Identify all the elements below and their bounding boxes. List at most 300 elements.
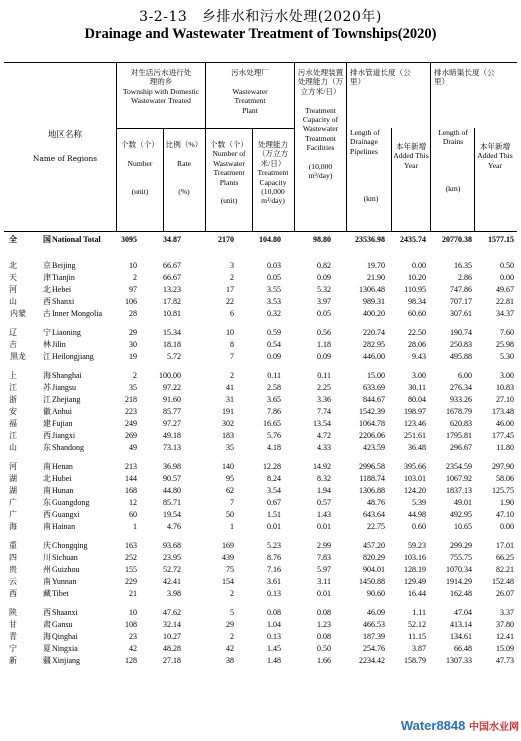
table-cell: 0.01 <box>317 522 331 531</box>
table-cell: 0.13 <box>267 589 281 598</box>
table-cell: 110.95 <box>404 285 426 294</box>
table-cell: 4.18 <box>267 443 281 452</box>
region-name-cn: 江 <box>43 352 51 361</box>
table-cell: 48.76 <box>367 498 385 507</box>
table-cell: 9.43 <box>412 352 426 361</box>
table-cell: 28 <box>129 309 137 318</box>
table-cell: 1.48 <box>267 656 281 665</box>
region-name-cn: 四 <box>9 553 17 562</box>
table-cell: 249 <box>125 419 137 428</box>
region-name-cn: 肃 <box>43 620 51 629</box>
table-cell: 820.29 <box>363 553 385 562</box>
table-cell: 2.25 <box>317 383 331 392</box>
table-cell: 12.41 <box>496 632 514 641</box>
region-name-cn: 疆 <box>43 656 51 665</box>
table-cell: 152.48 <box>492 577 514 586</box>
table-cell: 128.19 <box>404 565 426 574</box>
table-cell: 5.76 <box>267 431 281 440</box>
table-cell: 8 <box>230 340 234 349</box>
g2-number-header: 个数（个） Number of Wastwater Treatment Plants (unit) <box>210 140 248 206</box>
table-cell: 129.49 <box>404 577 426 586</box>
table-cell: 0.67 <box>267 498 281 507</box>
table-cell: 466.53 <box>363 620 385 629</box>
table-cell: 10 <box>226 328 234 337</box>
table-row <box>4 631 517 643</box>
table-cell: 8.76 <box>267 553 281 562</box>
region-name-en: Shanghai <box>52 371 82 380</box>
table-row <box>4 382 517 394</box>
table-cell: 5.32 <box>317 285 331 294</box>
table-cell: 155 <box>125 565 137 574</box>
table-cell: 10.65 <box>454 522 472 531</box>
table-cell: 49.67 <box>496 285 514 294</box>
table-cell: 250.83 <box>450 340 472 349</box>
table-cell: 0.08 <box>267 608 281 617</box>
table-cell: 3 <box>230 261 234 270</box>
table-cell: 6.00 <box>458 371 472 380</box>
table-row <box>4 473 517 485</box>
table-cell: 10.83 <box>496 383 514 392</box>
region-name-en: Liaoning <box>52 328 81 337</box>
table-cell: 2 <box>133 273 137 282</box>
table-cell: 1.94 <box>317 486 331 495</box>
table-cell: 0.50 <box>500 261 514 270</box>
region-name-cn: 湖 <box>9 486 17 495</box>
table-cell: 41 <box>226 383 234 392</box>
table-cell: 0.56 <box>317 328 331 337</box>
table-cell: 0.00 <box>500 273 514 282</box>
table-cell: 62 <box>226 486 234 495</box>
region-name-cn: 南 <box>43 486 51 495</box>
table-cell: 439 <box>222 553 234 562</box>
table-cell: 1678.79 <box>446 407 472 416</box>
table-cell: 169 <box>222 541 234 550</box>
watermark-logo: Water8848 中国水业网 <box>400 718 519 733</box>
region-name-cn: 新 <box>9 656 17 665</box>
table-cell: 47.10 <box>496 510 514 519</box>
table-cell: 0.13 <box>267 632 281 641</box>
table-cell: 28.06 <box>408 340 426 349</box>
table-cell: 251.61 <box>404 431 426 440</box>
table-cell: 104.80 <box>259 235 281 244</box>
table-cell: 1306.88 <box>359 486 385 495</box>
table-cell: 1837.13 <box>446 486 472 495</box>
region-name-en: Guangxi <box>52 510 80 519</box>
table-cell: 2234.42 <box>359 656 385 665</box>
table-cell: 3.61 <box>267 577 281 586</box>
table-cell: 66.67 <box>163 273 181 282</box>
table-cell: 707.17 <box>450 297 472 306</box>
table-cell: 31 <box>226 395 234 404</box>
group5-header: 排水暗渠长度（公里） <box>434 68 495 87</box>
region-name-cn: 西 <box>43 431 51 440</box>
region-name-en: Heilongjiang <box>52 352 94 361</box>
table-cell: 229 <box>125 577 137 586</box>
table-cell: 0.57 <box>317 498 331 507</box>
table-cell: 0.11 <box>267 371 281 380</box>
table-cell: 60.60 <box>408 309 426 318</box>
table-cell: 12.28 <box>263 462 281 471</box>
table-cell: 22 <box>226 297 234 306</box>
table-row <box>4 655 517 667</box>
table-cell: 90.57 <box>163 474 181 483</box>
table-cell: 3.53 <box>267 297 281 306</box>
table-cell: 95 <box>226 474 234 483</box>
table-row <box>4 588 517 600</box>
region-name-cn: 南 <box>43 462 51 471</box>
table-cell: 16.44 <box>408 589 426 598</box>
table-cell: 16.65 <box>263 419 281 428</box>
g4-added-header: 本年新增 Added This Year <box>393 142 429 170</box>
region-name-cn: 青 <box>9 632 17 641</box>
table-cell: 190.74 <box>450 328 472 337</box>
region-name-cn: 福 <box>9 419 17 428</box>
g2-capacity-header: 处理能力（万立方米/日） Treatment Capacity (10,000 m³/day) <box>257 140 289 206</box>
table-cell: 213 <box>125 462 137 471</box>
table-cell: 276.34 <box>450 383 472 392</box>
table-cell: 10 <box>129 261 137 270</box>
table-row <box>4 394 517 406</box>
table-cell: 0.50 <box>317 644 331 653</box>
region-name-en: Tibet <box>52 589 69 598</box>
table-cell: 223 <box>125 407 137 416</box>
region-name-cn: 南 <box>43 577 51 586</box>
table-cell: 457.20 <box>363 541 385 550</box>
table-cell: 302 <box>222 419 234 428</box>
table-cell: 2435.74 <box>400 235 426 244</box>
table-cell: 0.54 <box>267 340 281 349</box>
table-cell: 183 <box>222 431 234 440</box>
table-cell: 168 <box>125 486 137 495</box>
table-cell: 0.00 <box>412 261 426 270</box>
region-name-en: Hainan <box>52 522 76 531</box>
table-cell: 1914.29 <box>446 577 472 586</box>
region-name-en: Shanxi <box>52 297 75 306</box>
region-name-cn: 国 <box>43 235 51 244</box>
table-cell: 2 <box>230 371 234 380</box>
table-cell: 0.01 <box>267 522 281 531</box>
region-name-cn: 南 <box>43 522 51 531</box>
table-cell: 13.54 <box>313 419 331 428</box>
table-row <box>4 521 517 533</box>
region-name-en: Gansu <box>52 620 73 629</box>
table-cell: 3.98 <box>167 589 181 598</box>
table-cell: 2.86 <box>458 273 472 282</box>
table-cell: 90.60 <box>367 589 385 598</box>
region-name-cn: 天 <box>9 273 17 282</box>
region-name-en: Henan <box>52 462 73 471</box>
table-cell: 5 <box>230 608 234 617</box>
region-name-cn: 东 <box>43 498 51 507</box>
region-name-en: Guizhou <box>52 565 80 574</box>
table-cell: 5.72 <box>167 352 181 361</box>
region-name-en: Jilin <box>52 340 66 349</box>
table-cell: 3.54 <box>267 486 281 495</box>
table-cell: 297.90 <box>492 462 514 471</box>
region-name-en: Sichuan <box>52 553 78 562</box>
table-cell: 0.05 <box>267 273 281 282</box>
table-cell: 30.11 <box>408 383 426 392</box>
region-header-cn: 地区名称 <box>47 130 82 140</box>
g1-rate-header: 比例（%） Rate (%) <box>165 140 203 197</box>
table-cell: 0.08 <box>317 608 331 617</box>
table-cell: 423.59 <box>363 443 385 452</box>
table-cell: 35 <box>226 443 234 452</box>
region-name-cn: 苏 <box>43 383 51 392</box>
region-name-en: Xinjiang <box>52 656 80 665</box>
group3-header: 污水处理装置处理能力（万立方米/日） Treatment Capacity of Wastewater Treatment Facilities (10,000 m³/day) <box>297 68 344 181</box>
table-cell: 97 <box>129 285 137 294</box>
table-cell: 1577.15 <box>488 235 514 244</box>
region-name-en: Fujian <box>52 419 73 428</box>
table-cell: 47.04 <box>454 608 472 617</box>
table-row <box>4 485 517 497</box>
table-cell: 140 <box>222 462 234 471</box>
table-cell: 3.37 <box>500 608 514 617</box>
table-cell: 220.74 <box>363 328 385 337</box>
region-name-cn: 西 <box>9 589 17 598</box>
table-cell: 85.71 <box>163 498 181 507</box>
table-cell: 82.21 <box>496 565 514 574</box>
region-name-cn: 吉 <box>9 340 17 349</box>
table-row <box>4 576 517 588</box>
table-cell: 1307.33 <box>446 656 472 665</box>
table-cell: 0.11 <box>317 371 331 380</box>
table-row <box>4 497 517 509</box>
table-cell: 37.80 <box>496 620 514 629</box>
table-cell: 1 <box>133 522 137 531</box>
region-name-cn: 北 <box>9 261 17 270</box>
table-cell: 1.18 <box>317 340 331 349</box>
table-cell: 11.80 <box>496 443 514 452</box>
region-name-cn: 海 <box>43 632 51 641</box>
region-name-cn: 古 <box>43 309 51 318</box>
table-cell: 35 <box>129 383 137 392</box>
region-name-cn: 海 <box>43 371 51 380</box>
table-cell: 0.09 <box>267 352 281 361</box>
table-cell: 2 <box>230 632 234 641</box>
table-cell: 158.79 <box>404 656 426 665</box>
region-name-en: Jiangsu <box>52 383 76 392</box>
table-cell: 7.16 <box>267 565 281 574</box>
region-name-en: Yunnan <box>52 577 77 586</box>
table-cell: 747.86 <box>450 285 472 294</box>
table-cell: 0.09 <box>317 352 331 361</box>
table-cell: 187.39 <box>363 632 385 641</box>
table-cell: 52.72 <box>163 565 181 574</box>
table-cell: 3.00 <box>412 371 426 380</box>
table-cell: 26.07 <box>496 589 514 598</box>
table-cell: 17.82 <box>163 297 181 306</box>
region-name-en: Anhui <box>52 407 72 416</box>
table-cell: 66.67 <box>163 261 181 270</box>
table-cell: 10.27 <box>163 632 181 641</box>
table-row <box>4 351 517 363</box>
table-cell: 17 <box>226 285 234 294</box>
table-cell: 395.66 <box>404 462 426 471</box>
region-name-cn: 建 <box>43 419 51 428</box>
table-cell: 49.01 <box>454 498 472 507</box>
table-cell: 413.14 <box>450 620 472 629</box>
table-cell: 52.12 <box>408 620 426 629</box>
table-cell: 1.66 <box>317 656 331 665</box>
table-row <box>4 406 517 418</box>
table-cell: 59.23 <box>408 541 426 550</box>
region-name-cn: 陕 <box>9 608 17 617</box>
region-name-cn: 安 <box>9 407 17 416</box>
region-name-cn: 西 <box>43 608 51 617</box>
table-cell: 307.61 <box>450 309 472 318</box>
table-row <box>4 552 517 564</box>
region-name-cn: 东 <box>43 443 51 452</box>
table-cell: 643.64 <box>363 510 385 519</box>
table-row <box>4 327 517 339</box>
table-cell: 27.10 <box>496 395 514 404</box>
table-cell: 34.37 <box>496 309 514 318</box>
table-cell: 0.32 <box>267 309 281 318</box>
table-cell: 29 <box>129 328 137 337</box>
table-row <box>4 442 517 454</box>
table-cell: 4.72 <box>317 431 331 440</box>
table-cell: 5.39 <box>412 498 426 507</box>
region-name-cn: 广 <box>9 498 17 507</box>
table-row <box>4 564 517 576</box>
group4-header: 排水管道长度（公里） <box>350 68 411 87</box>
table-cell: 25.98 <box>496 340 514 349</box>
table-cell: 1306.48 <box>359 285 385 294</box>
region-name-en: Zhejiang <box>52 395 81 404</box>
table-cell: 10.20 <box>408 273 426 282</box>
table-cell: 42 <box>226 644 234 653</box>
table-cell: 269 <box>125 431 137 440</box>
table-cell: 15.34 <box>163 328 181 337</box>
region-name-cn: 山 <box>9 297 17 306</box>
region-name-en: Hunan <box>52 486 74 495</box>
table-cell: 21.90 <box>367 273 385 282</box>
table-cell: 2 <box>230 273 234 282</box>
table-cell: 296.67 <box>450 443 472 452</box>
table-cell: 66.25 <box>496 553 514 562</box>
table-cell: 1067.92 <box>446 474 472 483</box>
table-row <box>4 260 517 272</box>
table-cell: 3.97 <box>317 297 331 306</box>
table-cell: 32.14 <box>163 620 181 629</box>
region-name-cn: 湖 <box>9 474 17 483</box>
table-row <box>4 607 517 619</box>
table-cell: 3.65 <box>267 395 281 404</box>
table-cell: 2 <box>230 589 234 598</box>
region-name-cn: 西 <box>43 510 51 519</box>
region-name-cn: 上 <box>9 371 17 380</box>
table-cell: 3.55 <box>267 285 281 294</box>
table-cell: 254.76 <box>363 644 385 653</box>
table-cell: 15.09 <box>496 644 514 653</box>
region-name-cn: 广 <box>9 510 17 519</box>
table-cell: 38 <box>226 656 234 665</box>
table-cell: 85.77 <box>163 407 181 416</box>
table-cell: 50 <box>226 510 234 519</box>
table-cell: 0.60 <box>412 522 426 531</box>
table-cell: 11.15 <box>408 632 426 641</box>
table-cell: 21 <box>129 589 137 598</box>
table-cell: 7.74 <box>317 407 331 416</box>
table-cell: 49.18 <box>163 431 181 440</box>
table-cell: 3.11 <box>317 577 331 586</box>
table-cell: 1.90 <box>500 498 514 507</box>
table-cell: 1795.81 <box>446 431 472 440</box>
table-cell: 46.00 <box>496 419 514 428</box>
region-name-cn: 云 <box>9 577 17 586</box>
table-cell: 128 <box>125 656 137 665</box>
table-cell: 5.23 <box>267 541 281 550</box>
region-name-cn: 夏 <box>43 644 51 653</box>
table-cell: 0.03 <box>267 261 281 270</box>
table-row <box>4 370 517 382</box>
table-cell: 36.98 <box>163 462 181 471</box>
region-header-en: Name of Regions <box>32 154 98 163</box>
table-cell: 446.00 <box>363 352 385 361</box>
region-name-cn: 辽 <box>9 328 17 337</box>
table-cell: 10 <box>129 608 137 617</box>
region-name-cn: 山 <box>9 443 17 452</box>
table-row <box>4 430 517 442</box>
table-row <box>4 418 517 430</box>
table-cell: 123.46 <box>404 419 426 428</box>
table-title-cn: 3-2-13 乡排水和污水处理(2020年) <box>139 9 382 25</box>
table-row <box>4 461 517 473</box>
region-name-en: Hebei <box>52 285 72 294</box>
table-cell: 1542.39 <box>359 407 385 416</box>
table-cell: 13.23 <box>163 285 181 294</box>
table-cell: 98.34 <box>408 297 426 306</box>
table-cell: 3095 <box>121 235 137 244</box>
region-name-cn: 河 <box>9 462 17 471</box>
table-cell: 23536.98 <box>355 235 385 244</box>
table-row <box>4 540 517 552</box>
region-name-cn: 全 <box>9 235 17 244</box>
region-name-en: Shaanxi <box>52 608 78 617</box>
region-name-cn: 宁 <box>43 328 51 337</box>
table-cell: 16.35 <box>454 261 472 270</box>
table-cell: 44.80 <box>163 486 181 495</box>
table-cell: 2.58 <box>267 383 281 392</box>
table-cell: 3.87 <box>412 644 426 653</box>
table-cell: 2996.58 <box>359 462 385 471</box>
table-row <box>4 339 517 351</box>
table-cell: 103.16 <box>404 553 426 562</box>
table-cell: 144 <box>125 474 137 483</box>
table-cell: 198.97 <box>404 407 426 416</box>
region-name-en: Beijing <box>52 261 76 270</box>
table-cell: 36.48 <box>408 443 426 452</box>
table-cell: 125.75 <box>492 486 514 495</box>
table-cell: 2 <box>133 371 137 380</box>
table-cell: 34.87 <box>163 235 181 244</box>
region-name-cn: 北 <box>43 285 51 294</box>
region-name-cn: 州 <box>43 565 51 574</box>
table-cell: 177.45 <box>492 431 514 440</box>
table-cell: 42 <box>129 644 137 653</box>
region-name-cn: 甘 <box>9 620 17 629</box>
table-cell: 933.26 <box>450 395 472 404</box>
table-cell: 252 <box>125 553 137 562</box>
table-cell: 6 <box>230 309 234 318</box>
table-cell: 844.67 <box>363 395 385 404</box>
table-cell: 91.60 <box>163 395 181 404</box>
table-cell: 620.83 <box>450 419 472 428</box>
table-cell: 7 <box>230 352 234 361</box>
table-cell: 30 <box>129 340 137 349</box>
